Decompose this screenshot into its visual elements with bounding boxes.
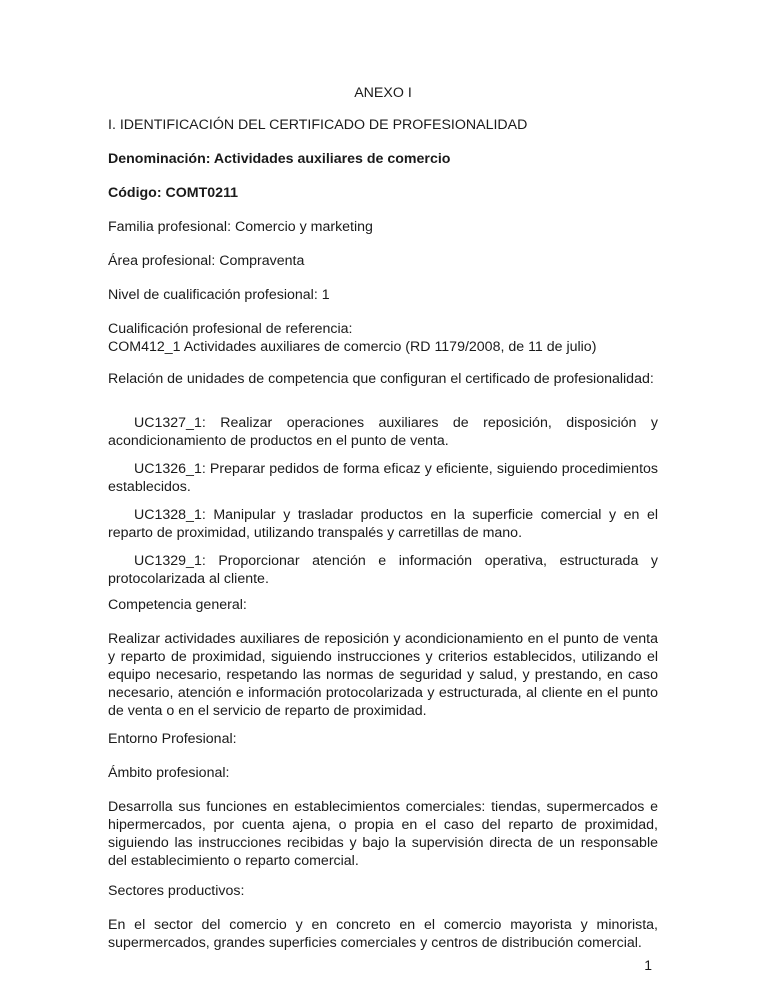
area-profesional: Área profesional: Compraventa: [108, 253, 305, 269]
unit-item: UC1327_1: Realizar operaciones auxiliares de reposición, disposición y acondicionamiento de productos en el punto de venta.: [108, 415, 658, 449]
nivel-cualificacion: Nivel de cualificación profesional: 1: [108, 287, 330, 303]
unit-item: UC1326_1: Preparar pedidos de forma eficaz y eficiente, siguiendo procedimientos establecidos.: [108, 461, 658, 495]
denominacion: Denominación: Actividades auxiliares de comercio: [108, 151, 451, 167]
familia-profesional: Familia profesional: Comercio y marketing: [108, 219, 373, 235]
cualificacion-label: Cualificación profesional de referencia:: [108, 321, 353, 337]
competencia-label: Competencia general:: [108, 597, 247, 613]
sectores-text: En el sector del comercio y en concreto en el comercio mayorista y minorista, supermercados, grandes superficies comerciales y centros de distribución comercial.: [108, 917, 658, 951]
sectores-label: Sectores productivos:: [108, 883, 245, 899]
unit-item: UC1328_1: Manipular y trasladar productos en la superficie comercial y en el reparto de proximidad, utilizando transpalés y carretillas de mano.: [108, 507, 658, 541]
annex-title: ANEXO I: [354, 85, 412, 101]
ambito-text: Desarrolla sus funciones en establecimientos comerciales: tiendas, supermercados e hipermercados, por cuenta ajena, o propia en el caso del reparto de proximidad, siguiendo las instrucciones recibidas y bajo la supervisión directa de un responsable del establecimiento o reparto comercial.: [108, 799, 658, 869]
cualificacion-referencia: [108, 320, 658, 356]
cualificacion-value: COM412_1 Actividades auxiliares de comercio (RD 1179/2008, de 11 de julio): [108, 339, 597, 355]
unit-item: UC1329_1: Proporcionar atención e información operativa, estructurada y protocolarizada al cliente.: [108, 553, 658, 587]
competencia-text: Realizar actividades auxiliares de reposición y acondicionamiento en el punto de venta y reparto de proximidad, siguiendo instrucciones y criterios establecidos, utilizando el equipo necesario, respetando las normas de seguridad y salud, y prestando, en caso necesario, atención e información protocolarizada y estructurada, al cliente en el punto de venta o en el servicio de reparto de proximidad.: [108, 631, 658, 719]
entorno-label: Entorno Profesional:: [108, 731, 237, 747]
section-heading: I. IDENTIFICACIÓN DEL CERTIFICADO DE PROFESIONALIDAD: [108, 117, 528, 133]
relacion-intro: Relación de unidades de competencia que configuran el certificado de profesionalidad:: [108, 371, 654, 387]
ambito-label: Ámbito profesional:: [108, 765, 230, 781]
codigo: Código: COMT0211: [108, 185, 239, 201]
page-number: 1: [644, 957, 652, 973]
